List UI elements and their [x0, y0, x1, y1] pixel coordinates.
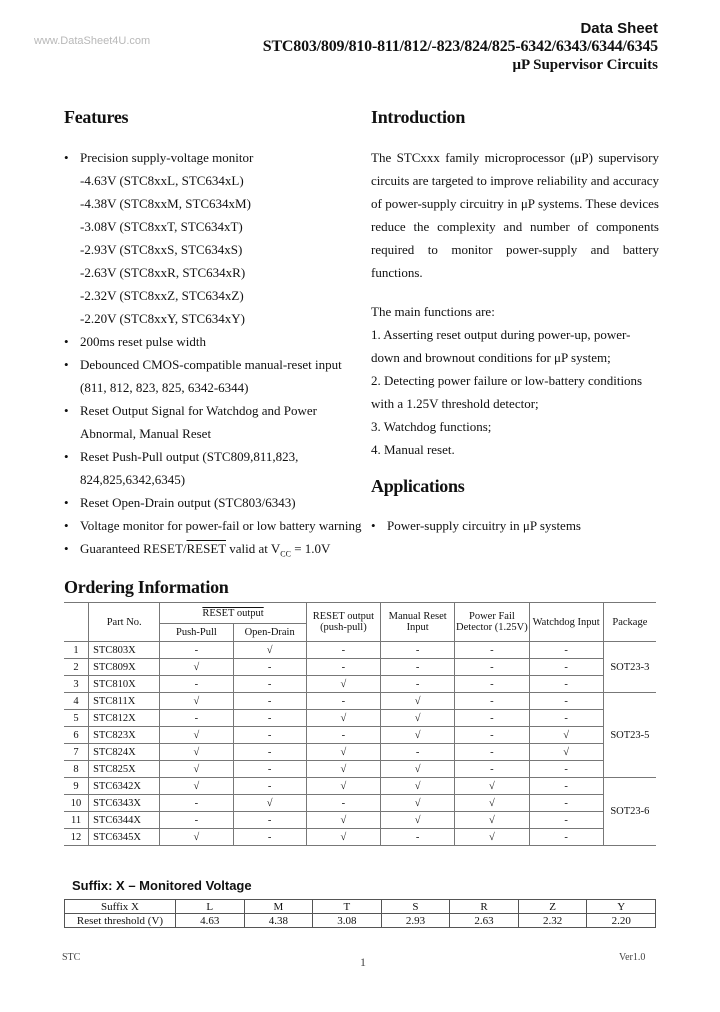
cell-pp: - [160, 812, 233, 829]
cell-wd: - [529, 710, 603, 727]
main-function-item: 3. Watchdog functions; [371, 419, 492, 434]
cell-pf: - [455, 676, 529, 693]
table-row [64, 829, 656, 846]
cell-pp: √ [160, 744, 233, 761]
cell-pp: √ [160, 761, 233, 778]
feature-item [64, 422, 361, 445]
cell-n: 10 [64, 795, 89, 812]
cell-ro: - [306, 727, 380, 744]
cell-mr: √ [381, 693, 455, 710]
suffix-label: Suffix X [65, 900, 176, 914]
cell-part: STC810X [89, 676, 160, 693]
header-manual-reset: Manual Reset Input [381, 603, 455, 642]
bullet-icon: • [371, 518, 376, 533]
feature-text: Reset Output Signal for Watchdog and Power [80, 403, 318, 418]
bullet-icon: • [64, 449, 69, 464]
header-watchdog: Watchdog Input [529, 603, 603, 642]
suffix-letter: Y [587, 900, 656, 914]
cell-part: STC6344X [89, 812, 160, 829]
table-row [64, 778, 656, 795]
header-index [64, 603, 89, 642]
table-row [64, 659, 656, 676]
cell-n: 6 [64, 727, 89, 744]
table-row [64, 761, 656, 778]
cell-n: 12 [64, 829, 89, 846]
cell-wd: - [529, 795, 603, 812]
threshold-value: 2.32 [518, 914, 587, 928]
vcc-subscript: CC [280, 549, 291, 559]
cell-ro: - [306, 659, 380, 676]
feature-text: Debounced CMOS-compatible manual-reset input [80, 357, 342, 372]
feature-item [64, 215, 361, 238]
feature-item [64, 491, 361, 514]
cell-package: SOT23-6 [603, 778, 656, 846]
suffix-table [64, 899, 656, 928]
cell-part: STC6342X [89, 778, 160, 795]
cell-package: SOT23-5 [603, 693, 656, 778]
cell-part: STC825X [89, 761, 160, 778]
cell-pp: - [160, 642, 233, 659]
part-numbers-title: STC803/809/810-811/812/-823/824/825-6342/6343/6344/6345 [262, 38, 658, 55]
cell-wd: - [529, 676, 603, 693]
bullet-icon: • [64, 403, 69, 418]
cell-wd: - [529, 642, 603, 659]
feature-text: -4.63V (STC8xxL, STC634xL) [80, 173, 244, 188]
feature-item [64, 399, 361, 422]
cell-ro: - [306, 795, 380, 812]
cell-od: √ [233, 642, 306, 659]
cell-pp: √ [160, 659, 233, 676]
bullet-icon: • [64, 334, 69, 349]
table-row [64, 727, 656, 744]
feature-text: -2.93V (STC8xxS, STC634xS) [80, 242, 243, 257]
cell-mr: √ [381, 727, 455, 744]
cell-od: - [233, 659, 306, 676]
cell-ro: √ [306, 710, 380, 727]
cell-ro: √ [306, 829, 380, 846]
cell-pp: - [160, 795, 233, 812]
features-list [64, 146, 361, 566]
cell-pp: - [160, 676, 233, 693]
cell-pf: - [455, 761, 529, 778]
table-row [64, 744, 656, 761]
cell-pf: - [455, 744, 529, 761]
table-row [64, 812, 656, 829]
cell-mr: - [381, 642, 455, 659]
header-reset-output: RESET output [160, 603, 306, 624]
cell-n: 3 [64, 676, 89, 693]
cell-part: STC812X [89, 710, 160, 727]
cell-n: 8 [64, 761, 89, 778]
table-row [64, 795, 656, 812]
feature-text: -2.32V (STC8xxZ, STC634xZ) [80, 288, 244, 303]
cell-part: STC824X [89, 744, 160, 761]
feature-text: 200ms reset pulse width [80, 334, 207, 349]
application-text: Power-supply circuitry in μP systems [387, 518, 581, 533]
bullet-icon: • [64, 495, 69, 510]
table-row [64, 693, 656, 710]
cell-pf: - [455, 642, 529, 659]
feature-text: Reset Open-Drain output (STC803/6343) [80, 495, 296, 510]
header-push-pull: Push-Pull [160, 624, 233, 642]
suffix-letter: Z [518, 900, 587, 914]
feature-item [64, 146, 361, 169]
feature-text: Precision supply-voltage monitor [80, 150, 254, 165]
cell-wd: - [529, 829, 603, 846]
cell-ro: √ [306, 812, 380, 829]
footer-page-number: 1 [360, 955, 366, 969]
ordering-table [64, 602, 656, 846]
watermark: www.DataSheet4U.com [34, 35, 151, 47]
bullet-icon: • [64, 518, 69, 533]
cell-n: 11 [64, 812, 89, 829]
main-function-item: 4. Manual reset. [371, 442, 455, 457]
table-row [64, 642, 656, 659]
feature-item [64, 330, 361, 353]
cell-mr: √ [381, 778, 455, 795]
application-item [371, 514, 581, 537]
cell-wd: - [529, 659, 603, 676]
feature-text: = 1.0V [290, 541, 331, 556]
intro-paragraph: The STCxxx family microprocessor (μP) supervisory circuits are targeted to improve reliability and accuracy of power-supply circuitry in μP systems. These devices reduce the complexity and number of components required to monitor power-supply and battery functions. [371, 150, 659, 280]
header-package: Package [603, 603, 656, 642]
feature-text: Abnormal, Manual Reset [80, 426, 212, 441]
bullet-icon: • [64, 541, 69, 556]
cell-n: 1 [64, 642, 89, 659]
main-functions-list [371, 323, 659, 461]
cell-od: - [233, 761, 306, 778]
threshold-value: 2.63 [450, 914, 519, 928]
feature-item [64, 537, 361, 566]
cell-part: STC823X [89, 727, 160, 744]
doc-type-title: Data Sheet [580, 20, 658, 37]
introduction-body [371, 146, 659, 461]
feature-item [64, 192, 361, 215]
cell-part: STC6343X [89, 795, 160, 812]
feature-text: -3.08V (STC8xxT, STC634xT) [80, 219, 243, 234]
footer-company: STC [62, 952, 81, 963]
cell-pp: √ [160, 727, 233, 744]
cell-od: - [233, 829, 306, 846]
cell-mr: - [381, 676, 455, 693]
subtitle: μP Supervisor Circuits [512, 57, 658, 73]
cell-pf: √ [455, 812, 529, 829]
suffix-letter: M [244, 900, 313, 914]
cell-ro: - [306, 693, 380, 710]
cell-mr: √ [381, 710, 455, 727]
suffix-heading: Suffix: X – Monitored Voltage [72, 878, 252, 893]
suffix-letter: R [450, 900, 519, 914]
cell-ro: √ [306, 744, 380, 761]
feature-text: -2.20V (STC8xxY, STC634xY) [80, 311, 245, 326]
cell-wd: - [529, 812, 603, 829]
cell-wd: √ [529, 744, 603, 761]
cell-od: - [233, 744, 306, 761]
features-heading: Features [64, 107, 129, 127]
cell-pf: √ [455, 778, 529, 795]
cell-part: STC811X [89, 693, 160, 710]
feature-item [64, 353, 361, 376]
cell-pp: √ [160, 693, 233, 710]
cell-od: - [233, 676, 306, 693]
feature-item [64, 238, 361, 261]
ordering-heading: Ordering Information [64, 577, 229, 597]
main-function-item: 1. Asserting reset output during power-up, power-down and brownout conditions for μP system; [371, 327, 631, 365]
feature-item [64, 445, 361, 468]
threshold-value: 4.38 [244, 914, 313, 928]
cell-ro: √ [306, 676, 380, 693]
main-functions-label: The main functions are: [371, 304, 495, 319]
cell-pf: - [455, 727, 529, 744]
cell-n: 4 [64, 693, 89, 710]
cell-package: SOT23-3 [603, 642, 656, 693]
feature-item [64, 261, 361, 284]
cell-n: 9 [64, 778, 89, 795]
feature-item [64, 307, 361, 330]
cell-ro: √ [306, 761, 380, 778]
cell-wd: - [529, 761, 603, 778]
threshold-value: 3.08 [313, 914, 382, 928]
feature-item [64, 468, 361, 491]
feature-item [64, 514, 361, 537]
header-reset-pushpull: RESET output (push-pull) [306, 603, 380, 642]
suffix-letter: S [381, 900, 450, 914]
cell-pf: √ [455, 829, 529, 846]
feature-item [64, 169, 361, 192]
cell-od: - [233, 693, 306, 710]
cell-mr: - [381, 744, 455, 761]
feature-text: -2.63V (STC8xxR, STC634xR) [80, 265, 246, 280]
cell-ro: - [306, 642, 380, 659]
cell-ro: √ [306, 778, 380, 795]
cell-mr: √ [381, 761, 455, 778]
cell-n: 2 [64, 659, 89, 676]
table-row [64, 676, 656, 693]
suffix-letter: T [313, 900, 382, 914]
feature-item [64, 284, 361, 307]
cell-n: 5 [64, 710, 89, 727]
cell-part: STC809X [89, 659, 160, 676]
bullet-icon: • [64, 357, 69, 372]
cell-wd: √ [529, 727, 603, 744]
cell-od: - [233, 778, 306, 795]
threshold-value: 4.63 [176, 914, 245, 928]
cell-od: - [233, 727, 306, 744]
introduction-heading: Introduction [371, 107, 466, 127]
cell-part: STC6345X [89, 829, 160, 846]
cell-pp: √ [160, 829, 233, 846]
table-row [64, 710, 656, 727]
feature-text: Voltage monitor for power-fail or low battery warning [80, 518, 362, 533]
cell-pp: - [160, 710, 233, 727]
cell-pf: - [455, 710, 529, 727]
cell-mr: - [381, 829, 455, 846]
cell-od: - [233, 812, 306, 829]
cell-part: STC803X [89, 642, 160, 659]
cell-pf: - [455, 659, 529, 676]
feature-item [64, 376, 361, 399]
cell-pf: √ [455, 795, 529, 812]
feature-text: (811, 812, 823, 825, 6342-6344) [80, 380, 249, 395]
cell-n: 7 [64, 744, 89, 761]
feature-text: Reset Push-Pull output (STC809,811,823, [80, 449, 299, 464]
header-power-fail: Power Fail Detector (1.25V) [455, 603, 529, 642]
suffix-letter: L [176, 900, 245, 914]
main-function-item: 2. Detecting power failure or low-battery conditions with a 1.25V threshold detector; [371, 373, 643, 411]
cell-mr: √ [381, 795, 455, 812]
threshold-label: Reset threshold (V) [65, 914, 176, 928]
bullet-icon: • [64, 150, 69, 165]
threshold-value: 2.93 [381, 914, 450, 928]
header-open-drain: Open-Drain [233, 624, 306, 642]
feature-text: 824,825,6342,6345) [80, 472, 186, 487]
cell-pf: - [455, 693, 529, 710]
feature-text: Guaranteed RESET/ [80, 541, 187, 556]
applications-list [371, 514, 581, 537]
cell-pp: √ [160, 778, 233, 795]
cell-od: √ [233, 795, 306, 812]
cell-od: - [233, 710, 306, 727]
feature-text: -4.38V (STC8xxM, STC634xM) [80, 196, 251, 211]
cell-mr: - [381, 659, 455, 676]
applications-heading: Applications [371, 476, 465, 496]
header-part-no: Part No. [89, 603, 160, 642]
reset-overline: RESET [186, 541, 226, 556]
cell-mr: √ [381, 812, 455, 829]
footer-version: Ver1.0 [619, 952, 646, 963]
threshold-value: 2.20 [587, 914, 656, 928]
cell-wd: - [529, 778, 603, 795]
feature-text: valid at V [226, 541, 281, 556]
cell-wd: - [529, 693, 603, 710]
